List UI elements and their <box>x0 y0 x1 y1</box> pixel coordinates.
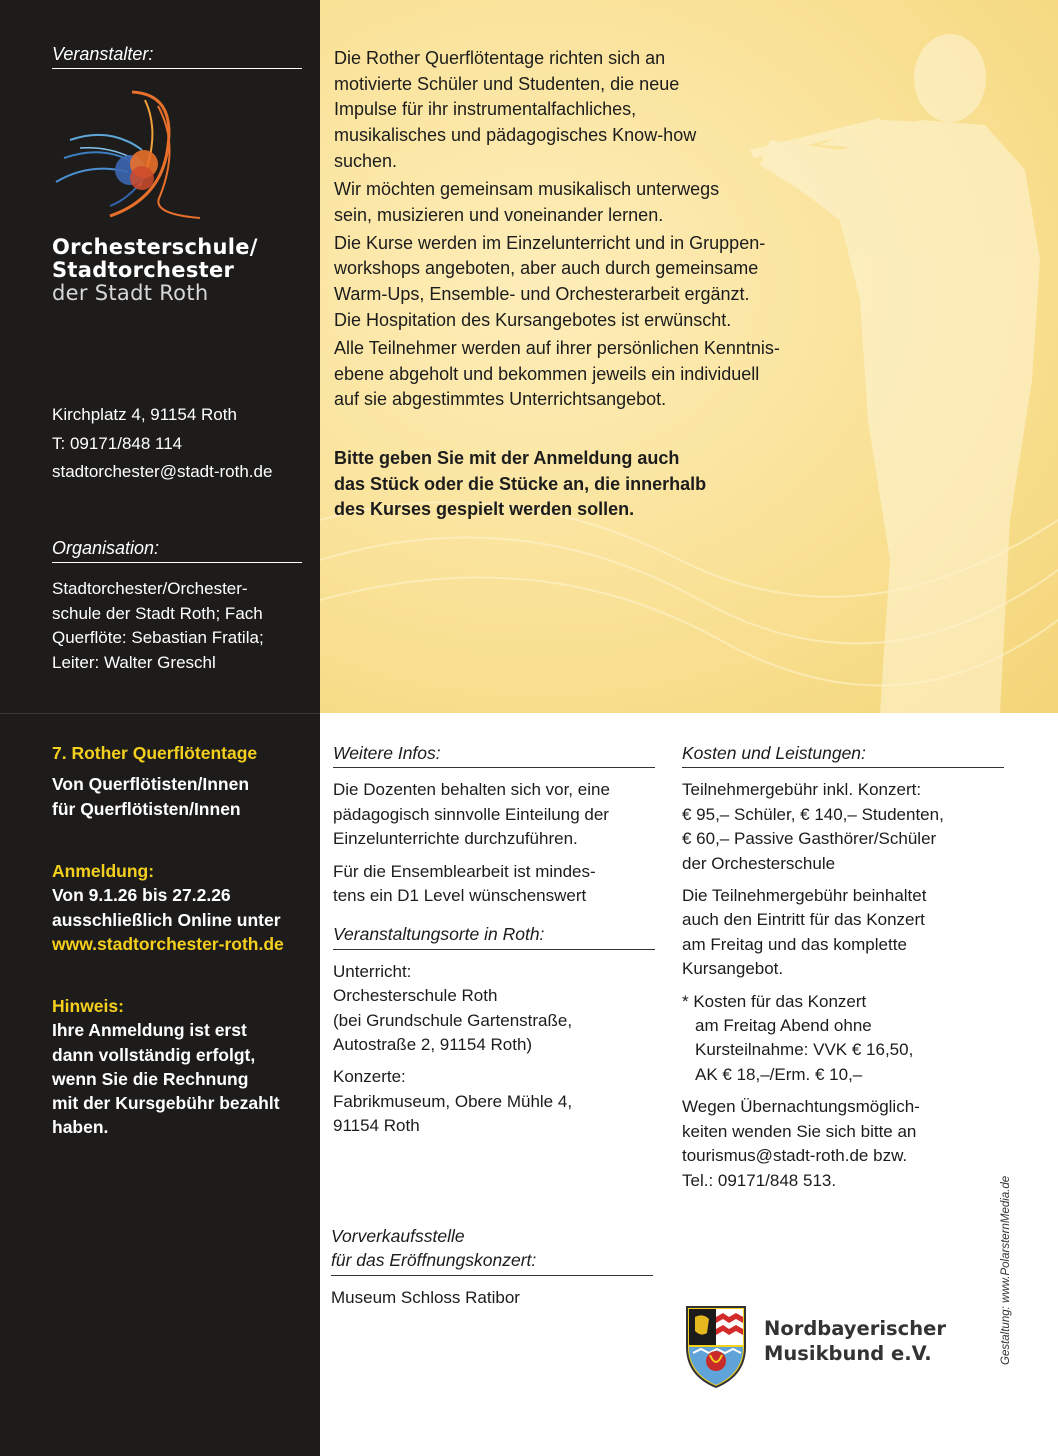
costs-line: € 60,– Passive Gasthörer/Schüler <box>682 829 937 849</box>
intro-line: Die Hospitation des Kursangebotes ist erwünscht. <box>334 309 732 330</box>
presale-rule <box>331 1275 653 1276</box>
organizer-heading: Veranstalter: <box>52 44 154 64</box>
costs-paragraph <box>682 990 1004 1088</box>
intro-line: Warm-Ups, Ensemble- und Orchesterarbeit ergänzt. <box>334 284 750 305</box>
venue-line: (bei Grundschule Gartenstraße, <box>333 1010 573 1030</box>
info-line: pädagogisch sinnvolle Einteilung der <box>333 804 609 824</box>
venues-heading: Veranstaltungsorte in Roth: <box>333 924 545 945</box>
costs-heading: Kosten und Leistungen: <box>682 743 866 763</box>
event-title: 7. Rother Querflötentage <box>52 743 258 763</box>
costs-line: der Orchesterschule <box>682 853 836 873</box>
event-block <box>52 741 257 821</box>
info-column <box>333 741 655 1147</box>
organisation-line: Stadtorchester/Orchester- <box>52 579 248 598</box>
costs-paragraph <box>682 778 1004 876</box>
registration-note: ausschließlich Online unter <box>52 909 281 930</box>
piece-request-note <box>334 446 794 523</box>
intro-line: sein, musizieren und voneinander lernen. <box>334 204 664 225</box>
intro-line: suchen. <box>334 150 398 171</box>
phone: T: 09171/848 114 <box>52 433 183 453</box>
registration-dates: Von 9.1.26 bis 27.2.26 <box>52 885 231 906</box>
event-subtitle: für Querflötisten/Innen <box>52 798 241 819</box>
costs-line: Wegen Übernachtungsmöglich- <box>682 1097 920 1117</box>
costs-paragraph <box>682 1095 1004 1193</box>
registration-block <box>52 859 284 956</box>
costs-line: tourismus@stadt-roth.de bzw. <box>682 1146 908 1166</box>
costs-line: AK € 18,–/Erm. € 10,– <box>695 1064 863 1084</box>
costs-column <box>682 741 1004 1201</box>
event-subtitle: Von Querflötisten/Innen <box>52 774 250 795</box>
intro-line: Impulse für ihr instrumentalfachliches, <box>334 99 637 120</box>
organisation-line: Querflöte: Sebastian Fratila; <box>52 628 264 647</box>
info-line: tens ein D1 Level wünschenswert <box>333 886 587 906</box>
intro-line: auf sie abgestimmtes Unterrichtsangebot. <box>334 389 667 410</box>
organisation-line: Leiter: Walter Greschl <box>52 652 216 672</box>
venues-rule <box>333 949 655 950</box>
costs-line: Kursangebot. <box>682 959 784 979</box>
notice-line: mit der Kursgebühr bezahlt <box>52 1093 280 1114</box>
organisation-line: schule der Stadt Roth; Fach <box>52 603 263 623</box>
notice-line: haben. <box>52 1117 109 1138</box>
intro-text <box>334 46 864 415</box>
info-line: Einzelunterrichte durchzuführen. <box>333 829 578 849</box>
organisation-rule <box>52 562 302 563</box>
costs-line: Tel.: 09171/848 513. <box>682 1170 837 1190</box>
costs-paragraph <box>682 884 1004 982</box>
costs-line: am Freitag Abend ohne <box>695 1016 872 1036</box>
venue-line: Orchesterschule Roth <box>333 986 498 1006</box>
intro-line: musikalisches und pädagogisches Know-how <box>334 125 697 146</box>
notice-line: wenn Sie die Rechnung <box>52 1068 249 1089</box>
design-credit: Gestaltung: www.PolarsternMedia.de <box>1000 1175 1012 1365</box>
info-paragraph <box>333 860 655 909</box>
venue-line: Fabrikmuseum, Obere Mühle 4, <box>333 1091 573 1111</box>
costs-line: € 95,– Schüler, € 140,– Studenten, <box>682 804 944 824</box>
organizer-rule <box>52 68 302 69</box>
costs-line: Die Teilnehmergebühr beinhaltet <box>682 886 927 906</box>
note-line: Bitte geben Sie mit der Anmeldung auch <box>334 448 680 468</box>
presale-heading: Vorverkaufsstelle <box>331 1226 465 1246</box>
costs-line: auch den Eintritt für das Konzert <box>682 910 925 930</box>
orchestra-wordmark <box>52 236 258 305</box>
venue-line: Konzerte: <box>333 1067 406 1087</box>
brand-line-2: Stadtorchester <box>52 258 235 282</box>
intro-line: Wir möchten gemeinsam musikalisch unterwegs <box>334 178 720 199</box>
info-line: Die Dozenten behalten sich vor, eine <box>333 780 610 800</box>
venue-paragraph <box>333 960 655 1058</box>
costs-rule <box>682 767 1004 768</box>
intro-paragraph <box>334 177 864 228</box>
musikbund-line: Nordbayerischer <box>764 1317 946 1340</box>
notice-heading: Hinweis: <box>52 996 124 1016</box>
notice-line: Ihre Anmeldung ist erst <box>52 1020 247 1041</box>
musikbund-crest-icon <box>683 1303 749 1389</box>
intro-paragraph <box>334 231 864 334</box>
note-line: des Kurses gespielt werden sollen. <box>334 499 635 520</box>
intro-line: workshops angeboten, aber auch durch gemeinsame <box>334 258 759 279</box>
intro-line: motivierte Schüler und Studenten, die neue <box>334 73 680 94</box>
organisation-heading: Organisation: <box>52 538 160 558</box>
venue-line: 91154 Roth <box>333 1116 420 1136</box>
info-heading: Weitere Infos: <box>333 743 441 763</box>
note-line: das Stück oder die Stücke an, die innerhalb <box>334 473 707 494</box>
brand-line-1: Orchesterschule/ <box>52 235 258 259</box>
intro-line: Die Rother Querflötentage richten sich an <box>334 48 666 68</box>
registration-link[interactable]: www.stadtorchester-roth.de <box>52 933 284 954</box>
info-paragraph <box>333 778 655 851</box>
info-rule <box>333 767 655 768</box>
email: stadtorchester@stadt-roth.de <box>52 462 273 481</box>
costs-line: Kursteilnahme: VVK € 16,50, <box>695 1040 914 1060</box>
orchestra-logo-icon <box>50 86 220 226</box>
intro-paragraph <box>334 46 864 175</box>
venue-line: Autostraße 2, 91154 Roth) <box>333 1035 533 1055</box>
venue-paragraph <box>333 1065 655 1138</box>
notice-block <box>52 994 280 1140</box>
costs-line: * Kosten für das Konzert <box>682 991 867 1011</box>
costs-line: keiten wenden Sie sich bitte an <box>682 1121 917 1141</box>
sidebar-divider <box>0 713 320 714</box>
intro-line: Die Kurse werden im Einzelunterricht und in Gruppen- <box>334 232 766 253</box>
presale-block <box>331 1224 653 1318</box>
presale-heading: für das Eröffnungskonzert: <box>331 1250 537 1271</box>
presale-place: Museum Schloss Ratibor <box>331 1287 520 1307</box>
address: Kirchplatz 4, 91154 Roth <box>52 405 237 424</box>
costs-line: am Freitag und das komplette <box>682 934 907 954</box>
musikbund-wordmark <box>764 1316 946 1366</box>
intro-line: Alle Teilnehmer werden auf ihrer persönlichen Kenntnis- <box>334 337 780 358</box>
venue-line: Unterricht: <box>333 961 412 981</box>
intro-paragraph <box>334 336 864 413</box>
costs-line: Teilnehmergebühr inkl. Konzert: <box>682 780 922 800</box>
musikbund-line: Musikbund e.V. <box>764 1342 932 1365</box>
organisation-text <box>52 577 264 675</box>
contact-block <box>52 401 272 487</box>
intro-line: ebene abgeholt und bekommen jeweils ein individuell <box>334 363 760 384</box>
brand-line-3: der Stadt Roth <box>52 281 209 305</box>
info-line: Für die Ensemblearbeit ist mindes- <box>333 861 596 881</box>
notice-line: dann vollständig erfolgt, <box>52 1044 256 1065</box>
registration-heading: Anmeldung: <box>52 861 155 881</box>
